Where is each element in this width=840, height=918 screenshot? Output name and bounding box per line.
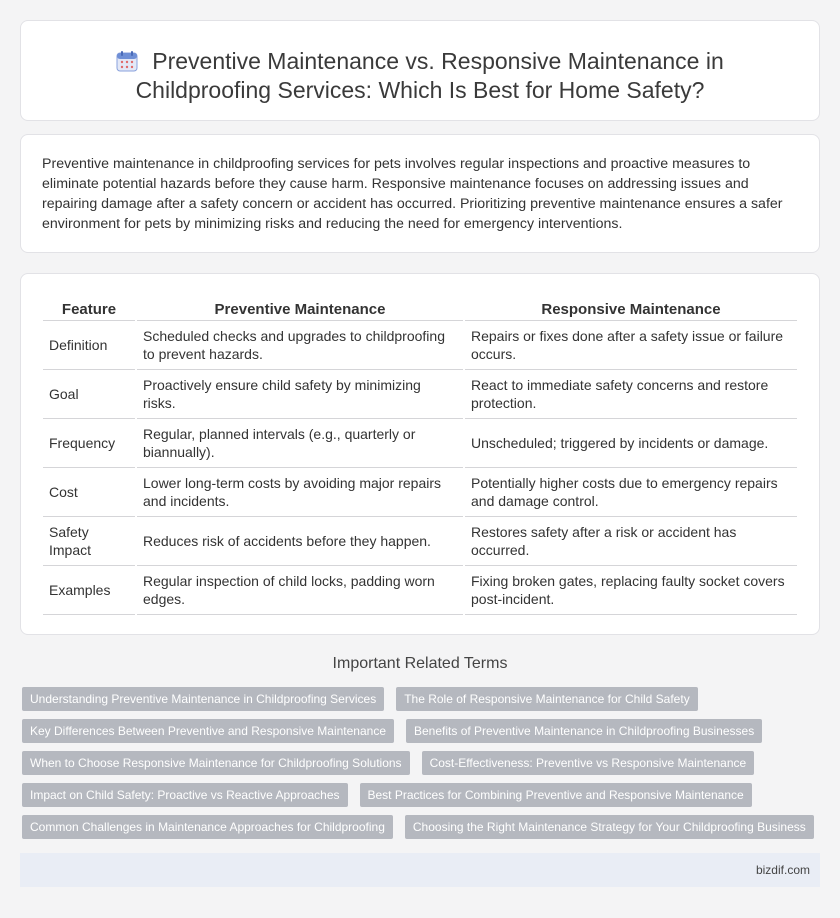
intro-paragraph: Preventive maintenance in childproofing services for pets involves regular inspections and proactive measures to eliminate potential hazards before they cause harm. Responsive maintenance focuses on addressing issues and repairing damage after a safety concern or accident has occurred. Prioritizing preventive maintenance ensures a safer environment for pets by minimizing risks and reducing the need for emergency interventions. <box>42 156 783 232</box>
column-header: Responsive Maintenance <box>465 294 797 321</box>
table-cell: Safety Impact <box>43 517 135 566</box>
table-cell: Frequency <box>43 419 135 468</box>
footer-site-link[interactable]: bizdif.com <box>755 863 810 877</box>
column-header: Feature <box>43 294 135 321</box>
table-cell: Proactively ensure child safety by minimizing risks. <box>137 370 463 419</box>
related-term-link[interactable]: Choosing the Right Maintenance Strategy for Your Childproofing Business <box>405 815 814 839</box>
comparison-table <box>41 294 799 615</box>
table-cell: Unscheduled; triggered by incidents or damage. <box>465 419 797 468</box>
column-header: Preventive Maintenance <box>137 294 463 321</box>
table-cell: Scheduled checks and upgrades to childproofing to prevent hazards. <box>137 321 463 370</box>
table-row <box>43 321 797 370</box>
table-row <box>43 468 797 517</box>
table-cell: Definition <box>43 321 135 370</box>
table-cell: Reduces risk of accidents before they happen. <box>137 517 463 566</box>
page-title-text: Preventive Maintenance vs. Responsive Maintenance in Childproofing Services: Which Is Best for Home Safety? <box>135 48 724 103</box>
table-row <box>43 370 797 419</box>
table-cell: Fixing broken gates, replacing faulty socket covers post-incident. <box>465 566 797 615</box>
related-term-link[interactable]: When to Choose Responsive Maintenance for Childproofing Solutions <box>22 751 410 775</box>
table-cell: React to immediate safety concerns and restore protection. <box>465 370 797 419</box>
comparison-table-card <box>20 273 820 635</box>
table-cell: Cost <box>43 468 135 517</box>
related-term-link[interactable]: Common Challenges in Maintenance Approaches for Childproofing <box>22 815 393 839</box>
related-term-link[interactable]: Benefits of Preventive Maintenance in Childproofing Businesses <box>406 719 762 743</box>
table-cell: Goal <box>43 370 135 419</box>
table-cell: Potentially higher costs due to emergency repairs and damage control. <box>465 468 797 517</box>
table-cell: Examples <box>43 566 135 615</box>
intro-card <box>20 134 820 253</box>
related-term-link[interactable]: Impact on Child Safety: Proactive vs Reactive Approaches <box>22 783 348 807</box>
related-terms-heading: Important Related Terms <box>332 655 508 672</box>
related-term-link[interactable]: Cost-Effectiveness: Preventive vs Responsive Maintenance <box>422 751 755 775</box>
footer <box>20 853 820 887</box>
table-row <box>43 566 797 615</box>
page-title <box>61 47 779 105</box>
table-row <box>43 419 797 468</box>
related-term-link[interactable]: Understanding Preventive Maintenance in Childproofing Services <box>22 687 384 711</box>
title-card <box>20 20 820 121</box>
related-term-link[interactable]: Key Differences Between Preventive and Responsive Maintenance <box>22 719 394 743</box>
related-terms-list <box>22 687 822 847</box>
table-row <box>43 517 797 566</box>
table-header-row <box>43 294 797 321</box>
related-term-link[interactable]: The Role of Responsive Maintenance for Child Safety <box>396 687 698 711</box>
table-cell: Regular, planned intervals (e.g., quarterly or biannually). <box>137 419 463 468</box>
calendar-icon <box>116 50 138 72</box>
table-cell: Restores safety after a risk or accident has occurred. <box>465 517 797 566</box>
table-cell: Regular inspection of child locks, padding worn edges. <box>137 566 463 615</box>
table-cell: Repairs or fixes done after a safety issue or failure occurs. <box>465 321 797 370</box>
related-term-link[interactable]: Best Practices for Combining Preventive and Responsive Maintenance <box>360 783 752 807</box>
table-cell: Lower long-term costs by avoiding major repairs and incidents. <box>137 468 463 517</box>
